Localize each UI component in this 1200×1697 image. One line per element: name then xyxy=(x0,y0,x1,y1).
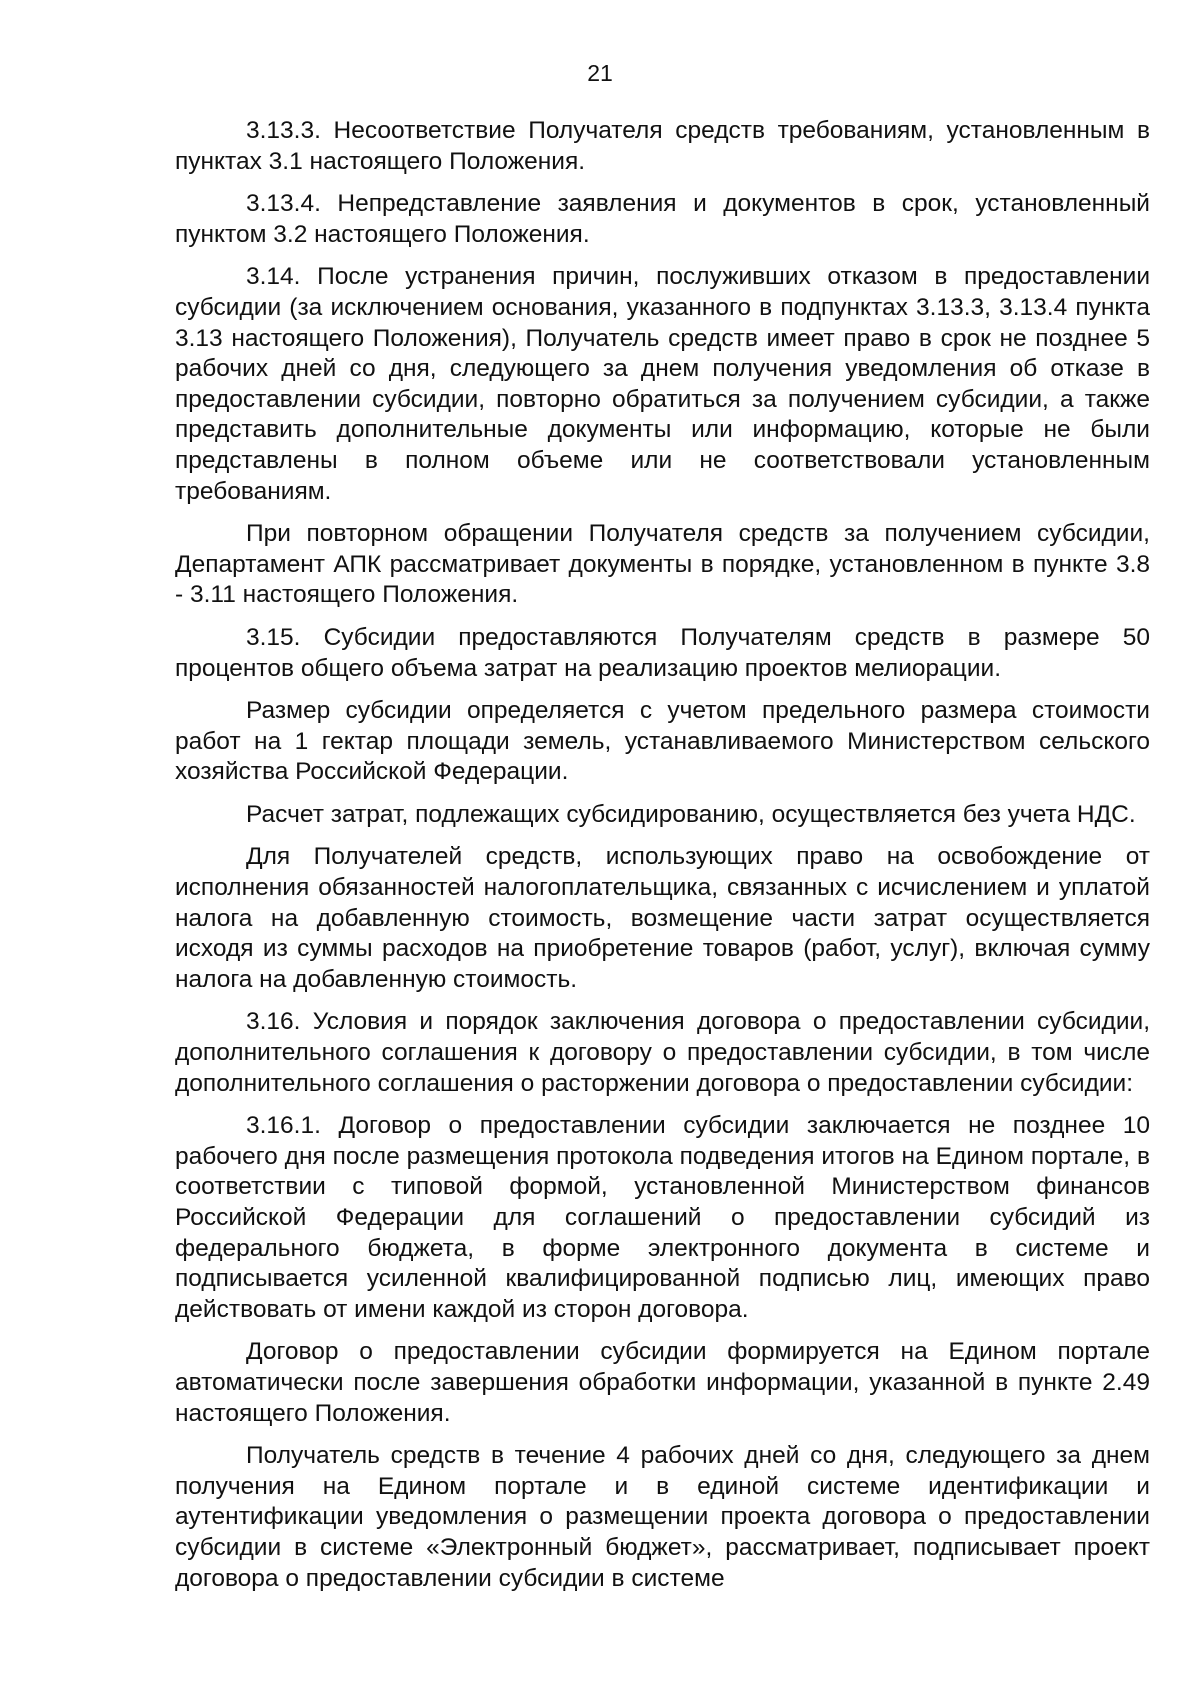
paragraph-subsidy-size: Размер субсидии определяется с учетом предельного размера стоимости работ на 1 гектар площади земель, устанавливаемого Министерством сельского хозяйства Российской Федерации. xyxy=(175,697,1150,786)
paragraph-3-15: 3.15. Субсидии предоставляются Получателям средств в размере 50 процентов общего объема затрат на реализацию проектов мелиорации. xyxy=(175,623,1150,682)
page-number: 21 xyxy=(587,60,613,86)
paragraph-3-13-4: 3.13.4. Непредставление заявления и документов в срок, установленный пунктом 3.2 настоящего Положения. xyxy=(175,190,1150,248)
paragraph-contract-formation: Договор о предоставлении субсидии формируется на Едином портале автоматически после завершения обработки информации, указанной в пункте 2.49 настоящего Положения. xyxy=(175,1338,1150,1427)
document-body xyxy=(175,116,1150,1606)
paragraph-3-16-1: 3.16.1. Договор о предоставлении субсидии заключается не позднее 10 рабочего дня после размещения протокола подведения итогов на Едином портале, в соответствии с типовой формой, установленной Министерством финансов Российской Федерации для соглашений о предоставлении субсидий из федерального бюджета, в форме электронного документа в системе и подписывается усиленной квалифицированной подписью лиц, имеющих право действовать от имени каждой из сторон договора. xyxy=(175,1112,1150,1323)
paragraph-3-13-3: 3.13.3. Несоответствие Получателя средств требованиям, установленным в пунктах 3.1 настоящего Положения. xyxy=(175,117,1150,175)
paragraph-recipient-signing: Получатель средств в течение 4 рабочих дней со дня, следующего за днем получения на Едином портале и в единой системе идентификации и аутентификации уведомления о размещении проекта договора о предоставлении субсидии в системе «Электронный бюджет», рассматривает, подписывает проект договора о предоставлении субсидии в системе xyxy=(175,1442,1150,1592)
paragraph-3-16: 3.16. Условия и порядок заключения договора о предоставлении субсидии, дополнительного соглашения к договору о предоставлении субсидии, в том числе дополнительного соглашения о расторжении договора о предоставлении субсидии: xyxy=(175,1008,1150,1097)
paragraph-3-14: 3.14. После устранения причин, послуживших отказом в предоставлении субсидии (за исключением основания, указанного в подпунктах 3.13.3, 3.13.4 пункта 3.13 настоящего Положения), Получатель средств имеет право в срок не позднее 5 рабочих дней со дня, следующего за днем получения уведомления об отказе в предоставлении субсидии, повторно обратиться за получением субсидии, а также представить дополнительные документы или информацию, которые не были представлены в полном объеме или не соответствовали установленным требованиям. xyxy=(175,263,1150,505)
paragraph-repeat-application: При повторном обращении Получателя средств за получением субсидии, Департамент АПК рассматривает документы в порядке, установленном в пункте 3.8 - 3.11 настоящего Положения. xyxy=(175,520,1150,609)
paragraph-vat-calculation: Расчет затрат, подлежащих субсидированию, осуществляется без учета НДС. xyxy=(246,800,1136,828)
paragraph-vat-exemption: Для Получателей средств, использующих право на освобождение от исполнения обязанностей налогоплательщика, связанных с исчислением и уплатой налога на добавленную стоимость, возмещение части затрат осуществляется исходя из суммы расходов на приобретение товаров (работ, услуг), включая сумму налога на добавленную стоимость. xyxy=(175,843,1150,993)
